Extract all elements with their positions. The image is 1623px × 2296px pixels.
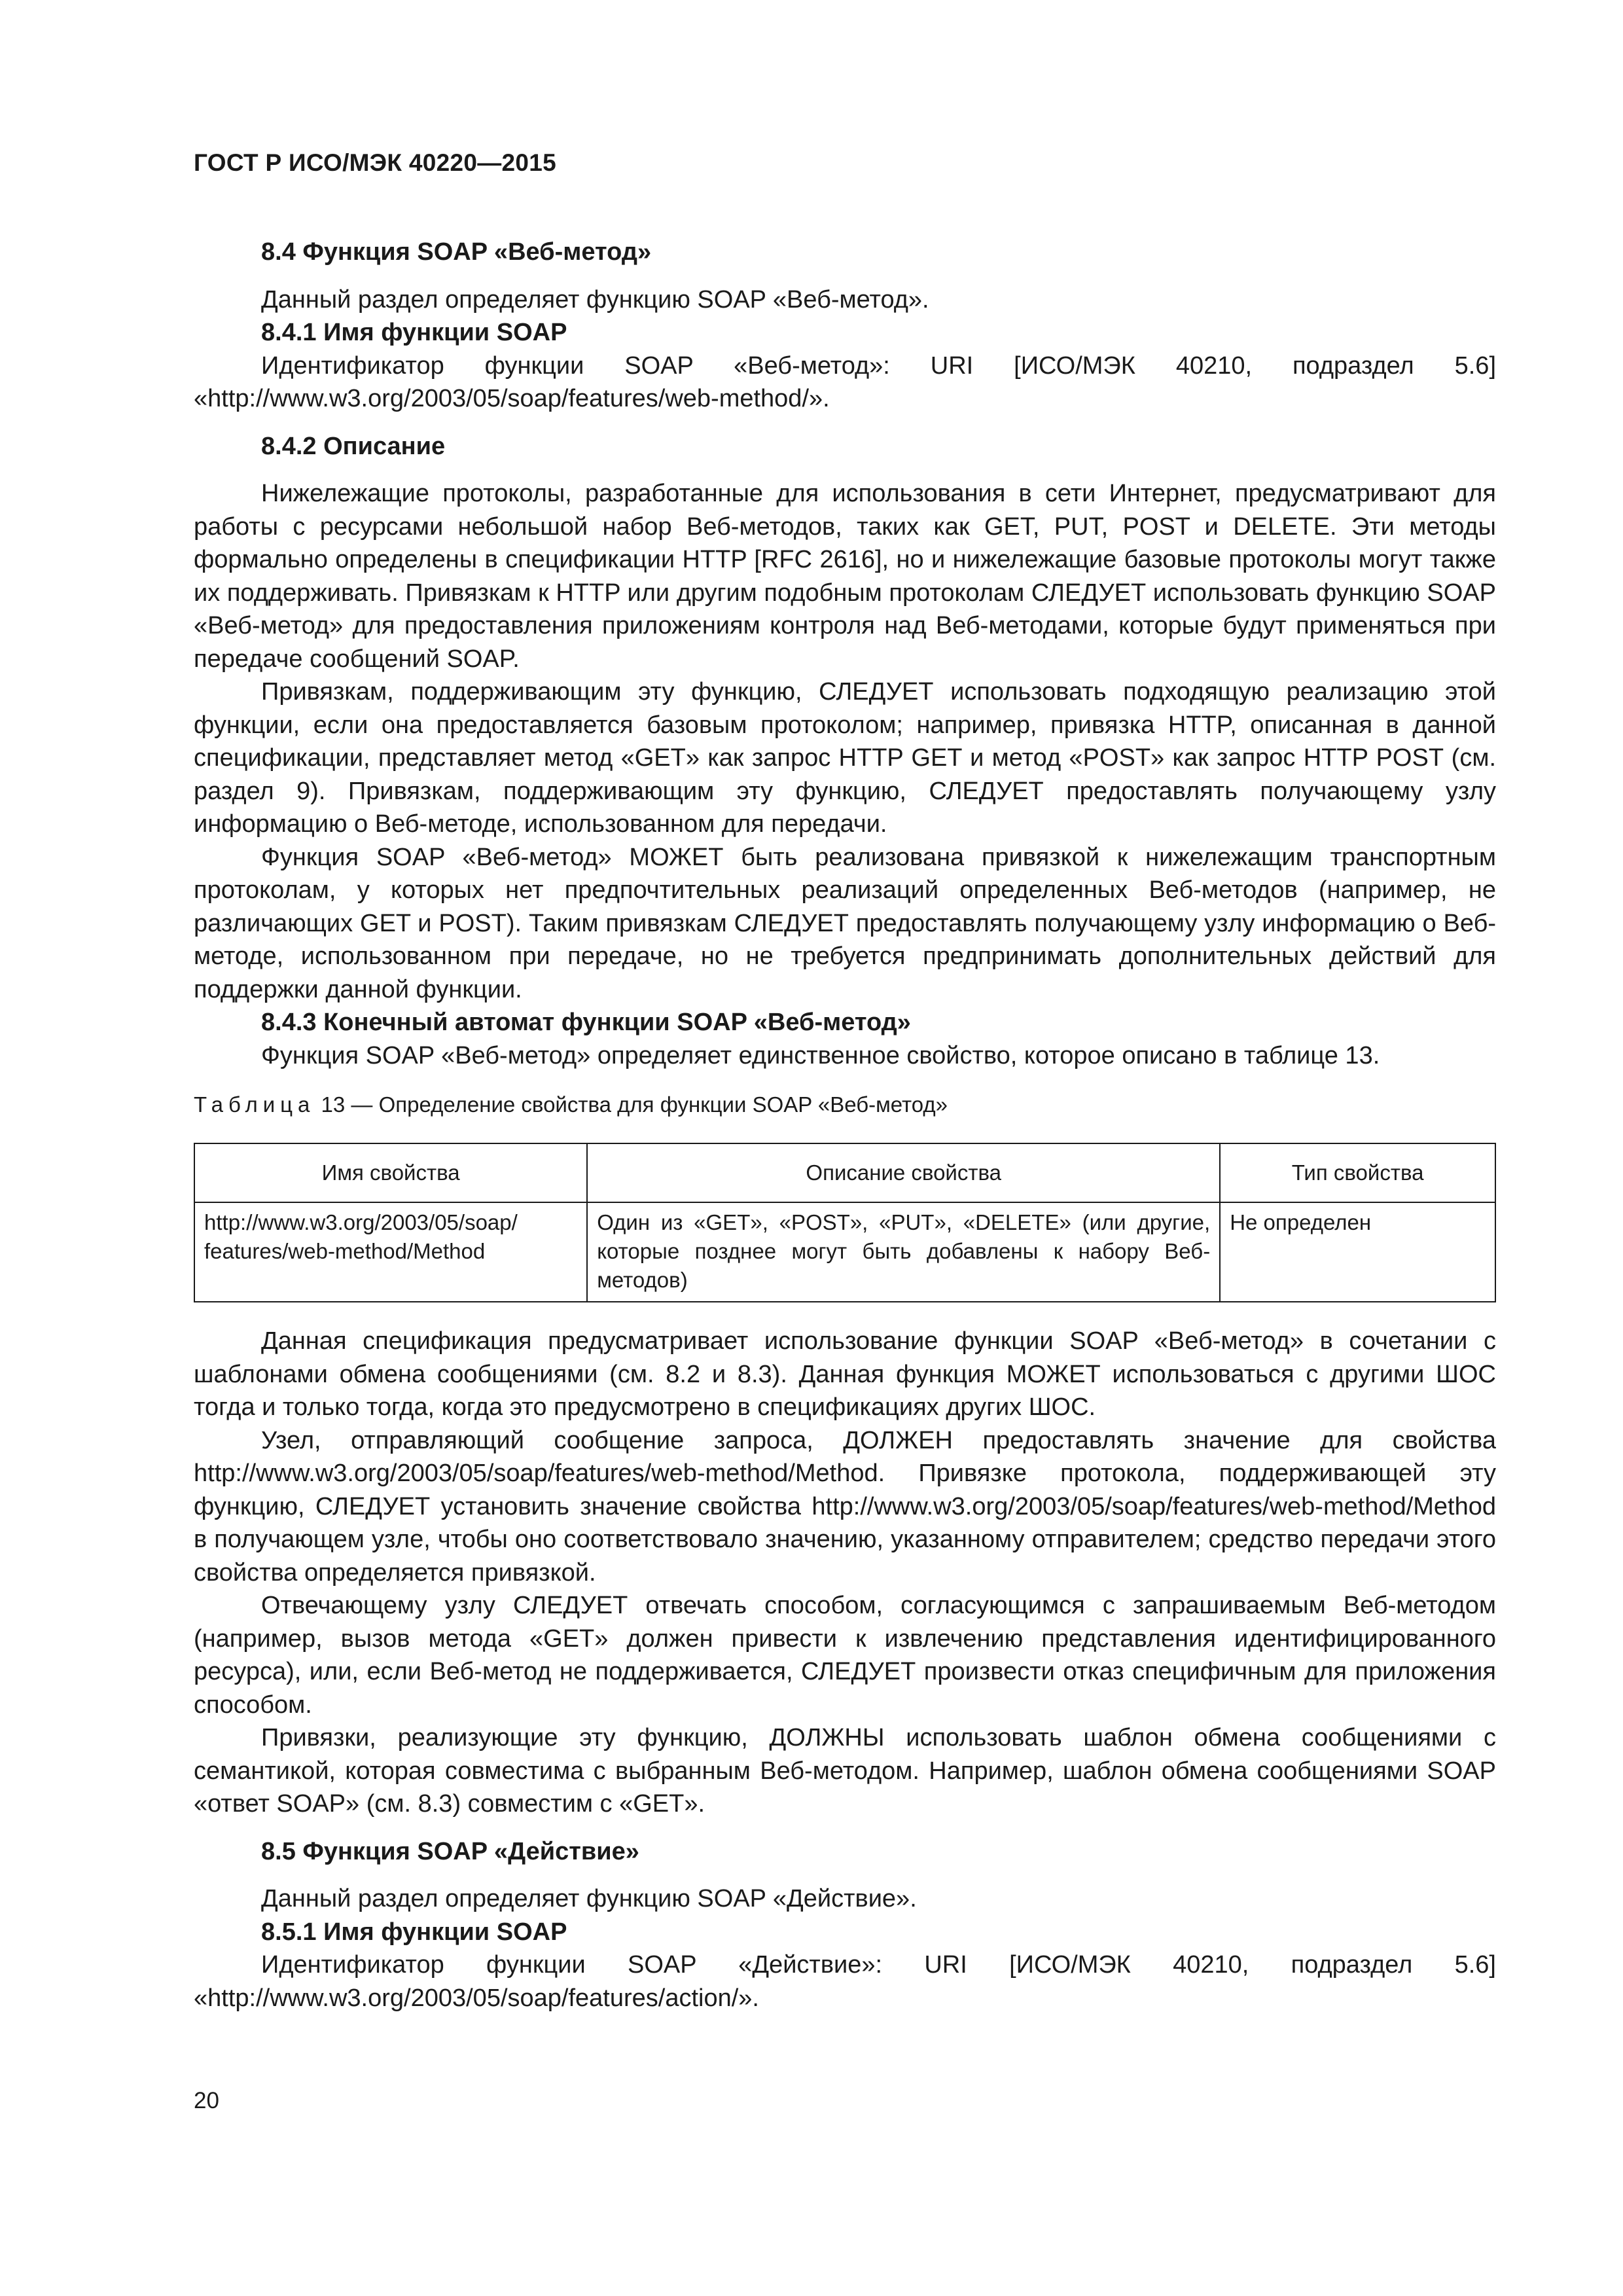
paragraph: Отвечающему узлу СЛЕДУЕТ отвечать способом, согласующимся с запрашиваемым Веб-методом (например, вызов метода «GET» должен привести к извлечению представления идентифицированного ресурса), или, если Веб-метод не поддерживается, СЛЕДУЕТ произвести отказ специфичным для приложения способом. [194,1592,1496,1719]
cell-property-description: Один из «GET», «POST», «PUT», «DELETE» (или другие, которые позднее могут быть добавлены к набору Веб-методов) [587,1202,1220,1302]
paragraph: Узел, отправляющий сообщение запроса, ДОЛЖЕН предоставлять значение для свойства http://www.w3.org/2003/05/soap/features/web-method/Method. Привязке протокола, поддерживающей эту функцию, СЛЕДУЕТ установить значение свойства http://www.w3.org/2003/05/soap/features/web-method/Method в получающем узле, чтобы оно соответствовало значению, указанному отправителем; средство передачи этого свойства определяется привязкой. [194,1426,1496,1587]
subsection-heading-8-4-1: 8.4.1 Имя функции SOAP [261,319,567,346]
table-caption-label: Таблица [194,1092,315,1117]
paragraph: Данная спецификация предусматривает использование функции SOAP «Веб-метод» в сочетании с шаблонами обмена сообщениями (см. 8.2 и 8.3). Данная функция МОЖЕТ использоваться с другими ШОС тогда и только тогда, когда это предусмотрено в спецификациях других ШОС. [194,1327,1496,1421]
cell-property-type: Не определен [1220,1202,1495,1302]
paragraph: Привязкам, поддерживающим эту функцию, СЛЕДУЕТ использовать подходящую реализацию этой функции, если она предоставляется базовым протоколом; например, привязка HTTP, описанная в данной спецификации, представляет метод «GET» как запрос HTTP GET и метод «POST» как запрос HTTP POST (см. раздел 9). Привязкам, поддерживающим эту функцию, СЛЕДУЕТ предоставлять получающему узлу информацию о Веб-методе, использованном для передачи. [194,678,1496,838]
section-heading-8-4: 8.4 Функция SOAP «Веб-метод» [261,238,652,266]
property-table [194,1143,1496,1302]
subsection-heading-8-5-1: 8.5.1 Имя функции SOAP [261,1918,567,1946]
table-row [194,1202,1495,1302]
paragraph: Нижележащие протоколы, разработанные для использования в сети Интернет, предусматривают для работы с ресурсами небольшой набор Веб-методов, таких как GET, PUT, POST и DELETE. Эти методы формально определены в спецификации HTTP [RFC 2616], но и нижележащие базовые протоколы могут также их поддерживать. Привязкам к HTTP или другим подобным протоколам СЛЕДУЕТ использовать функцию SOAP «Веб-метод» для предоставления приложениям контроля над Веб-методами, которые будут применяться при передаче сообщений SOAP. [194,480,1496,673]
section-intro: Данный раздел определяет функцию SOAP «Веб-метод». [261,285,929,314]
paragraph: Привязки, реализующие эту функцию, ДОЛЖНЫ использовать шаблон обмена сообщениями с семантикой, которая совместима с выбранным Веб-методом. Например, шаблон обмена сообщениями SOAP «ответ SOAP» (см. 8.3) совместим с «GET». [194,1724,1496,1818]
cell-property-name: http://www.w3.org/2003/05/soap/ features/web-method/Method [194,1202,587,1302]
document-header: ГОСТ Р ИСО/МЭК 40220—2015 [194,149,557,176]
paragraph: Идентификатор функции SOAP «Веб-метод»: URI [ИСО/МЭК 40210, подраздел 5.6] «http://www.w3.org/2003/05/soap/features/web-method/». [194,351,1496,412]
subsection-heading-8-4-3: 8.4.3 Конечный автомат функции SOAP «Веб-метод» [261,1009,911,1036]
subsection-heading-8-4-2: 8.4.2 Описание [261,432,446,460]
paragraph: Функция SOAP «Веб-метод» МОЖЕТ быть реализована привязкой к нижележащим транспортным протоколам, у которых нет предпочтительных реализаций определенных Веб-методов (например, не различающих GET и POST). Таким привязкам СЛЕДУЕТ предоставлять получающему узлу информацию о Веб-методе, использованном при передаче, но не требуется предпринимать дополнительных действий для поддержки данной функции. [194,843,1496,1003]
column-header-name: Имя свойства [194,1143,587,1202]
document-body [194,221,1496,2015]
paragraph: Идентификатор функции SOAP «Действие»: URI [ИСО/МЭК 40210, подраздел 5.6] «http://www.w3.org/2003/05/soap/features/action/». [194,1951,1496,2012]
column-header-type: Тип свойства [1220,1143,1495,1202]
section-heading-8-5: 8.5 Функция SOAP «Действие» [261,1837,639,1865]
page-number: 20 [194,2088,219,2113]
table-caption [194,1090,1496,1119]
paragraph: Функция SOAP «Веб-метод» определяет единственное свойство, которое описано в таблице 13. [261,1041,1380,1069]
table-caption-title: 13 — Определение свойства для функции SOAP «Веб-метод» [315,1092,948,1117]
document-page [194,0,1496,2296]
section-intro: Данный раздел определяет функцию SOAP «Действие». [261,1885,917,1912]
column-header-description: Описание свойства [587,1143,1220,1202]
table-header-row [194,1143,1495,1202]
